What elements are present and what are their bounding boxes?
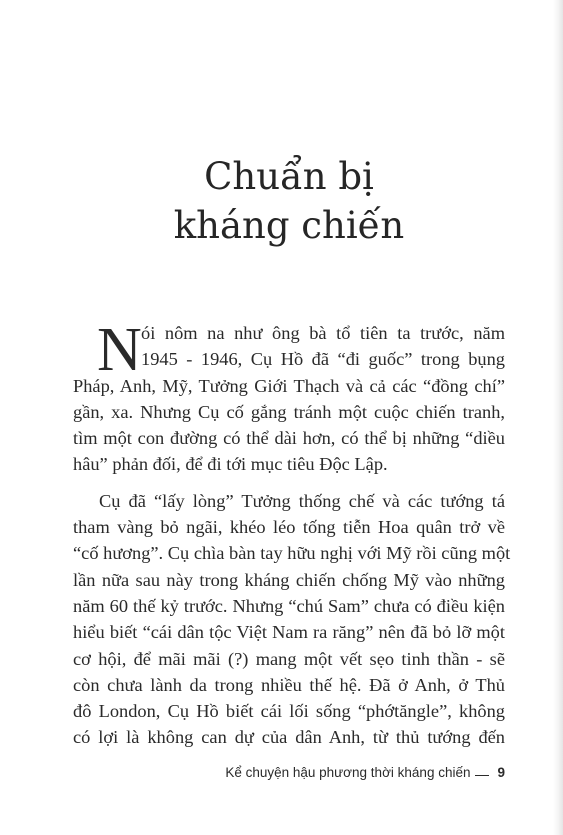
page-number: 9 bbox=[497, 765, 505, 780]
body-text bbox=[73, 316, 511, 751]
paragraph-line: gần, xa. Nhưng Cụ cố gắng tránh một cuộc chiến tranh, bbox=[73, 401, 505, 422]
paragraph-line: có lợi là không can dự của dân Anh, từ thủ tướng đến bbox=[73, 727, 505, 748]
paragraph-line: lần nữa sau này trong kháng chiến chống Mỹ vào những bbox=[73, 569, 505, 590]
page-footer bbox=[0, 765, 505, 780]
paragraph-line: tham vàng bỏ ngãi, khéo léo tống tiễn Hoa quân trở về bbox=[73, 517, 505, 538]
paragraph-2 bbox=[73, 488, 511, 751]
paragraph-line: đô London, Cụ Hồ biết cái lối sống “phớtăngle”, không bbox=[73, 701, 505, 722]
paragraph-line: cơ hội, để mãi mãi (?) mang một vết sẹo tinh thần - sẽ bbox=[73, 648, 505, 669]
paragraph-1 bbox=[73, 316, 505, 478]
paragraph-line: hâu” phản đối, để đi tới mục tiêu Độc Lập. bbox=[73, 454, 388, 475]
paragraph-line: Pháp, Anh, Mỹ, Tưởng Giới Thạch và cả các “đồng chí” bbox=[73, 375, 505, 396]
paragraph-line: năm 60 thế kỷ trước. Nhưng “chú Sam” chưa có điều kiện bbox=[73, 595, 505, 616]
chapter-title-line-2: kháng chiến bbox=[173, 204, 405, 247]
footer-rule bbox=[475, 775, 489, 776]
drop-cap: N bbox=[97, 316, 142, 384]
paragraph-line: Cụ đã “lấy lòng” Tưởng thống chế và các tướng tá bbox=[99, 490, 505, 511]
paragraph-line: “cố hương”. Cụ chìa bàn tay hữu nghị với Mỹ rồi cũng một bbox=[73, 543, 511, 564]
page-gutter-shade bbox=[553, 0, 563, 835]
running-title: Kể chuyện hậu phương thời kháng chiến bbox=[225, 765, 471, 780]
paragraph-line: còn chưa lành da trong nhiều thế hệ. Đã ở Anh, ở Thủ bbox=[73, 674, 505, 695]
paragraph-line: ói nôm na như ông bà tổ tiên ta trước, năm bbox=[141, 323, 505, 343]
paragraph-line: hiểu biết “cái dân tộc Việt Nam ra răng” nên đã bỏ lỡ một bbox=[73, 622, 505, 643]
paragraph-line: 1945 - 1946, Cụ Hồ đã “đi guốc” trong bụng bbox=[141, 349, 505, 370]
paragraph-line: tìm một con đường có thể dài hơn, có thể bị những “diều bbox=[73, 428, 505, 449]
chapter-title bbox=[0, 152, 563, 250]
chapter-title-line-1: Chuẩn bị bbox=[204, 155, 374, 198]
